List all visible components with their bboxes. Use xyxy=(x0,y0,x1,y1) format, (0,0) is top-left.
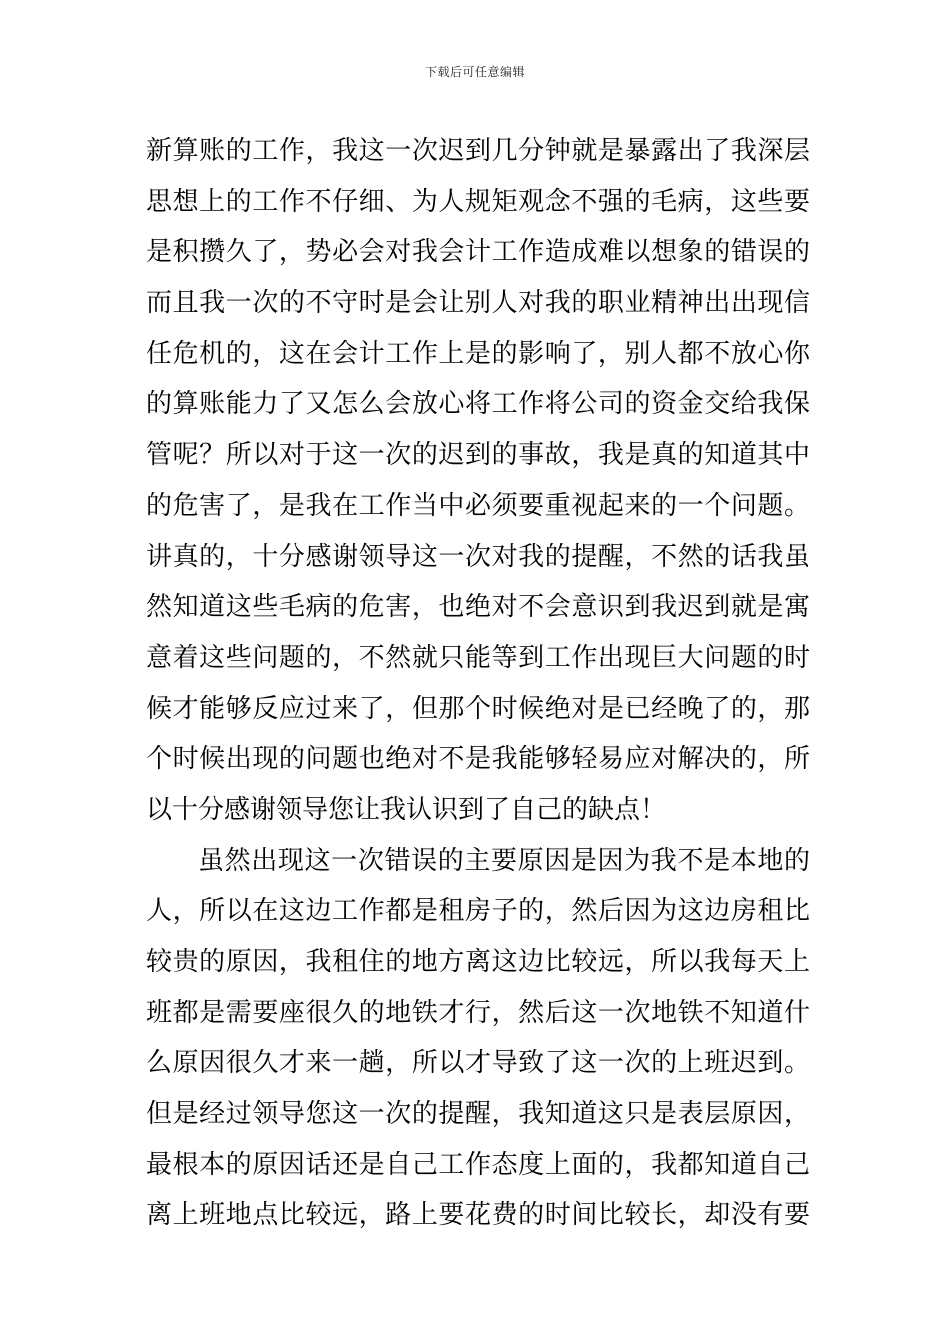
text-line: 以十分感谢领导您让我认识到了自己的缺点！ xyxy=(146,794,667,825)
text-line: 人，所以在这边工作都是租房子的，然后因为这边房租比 xyxy=(146,896,810,927)
text-line: 班都是需要座很久的地铁才行，然后这一次地铁不知道什 xyxy=(146,997,810,1028)
text-line: 而且我一次的不守时是会让别人对我的职业精神出出现信 xyxy=(146,288,810,319)
text-line: 最根本的原因话还是自己工作态度上面的，我都知道自己 xyxy=(146,1149,810,1180)
text-line: 虽然出现这一次错误的主要原因是因为我不是本地的 xyxy=(198,845,810,876)
text-line: 然知道这些毛病的危害，也绝对不会意识到我迟到就是寓 xyxy=(146,592,810,623)
text-line: 较贵的原因，我租住的地方离这边比较远，所以我每天上 xyxy=(146,947,810,977)
body-text xyxy=(146,126,810,1241)
text-line: 离上班地点比较远，路上要花费的时间比较长，却没有要 xyxy=(146,1200,810,1231)
text-line: 的危害了，是我在工作当中必须要重视起来的一个问题。 xyxy=(146,490,810,521)
text-line: 意着这些问题的，不然就只能等到工作出现巨大问题的时 xyxy=(146,642,810,673)
text-line: 的算账能力了又怎么会放心将工作将公司的资金交给我保 xyxy=(146,389,810,420)
text-line: 么原因很久才来一趟，所以才导致了这一次的上班迟到。 xyxy=(146,1048,810,1079)
text-line: 管呢？所以对于这一次的迟到的事故，我是真的知道其中 xyxy=(146,440,810,471)
text-line: 讲真的，十分感谢领导这一次对我的提醒，不然的话我虽 xyxy=(146,541,810,572)
text-line: 任危机的，这在会计工作上是的影响了，别人都不放心你 xyxy=(146,338,810,369)
text-line: 是积攒久了，势必会对我会计工作造成难以想象的错误的 xyxy=(146,237,810,268)
text-line: 但是经过领导您这一次的提醒，我知道这只是表层原因， xyxy=(146,1099,810,1130)
page-header: 下载后可任意编辑 xyxy=(424,65,525,79)
text-line: 个时候出现的问题也绝对不是我能够轻易应对解决的，所 xyxy=(146,744,810,775)
text-line: 思想上的工作不仔细、为人规矩观念不强的毛病，这些要 xyxy=(146,186,810,217)
text-line: 候才能够反应过来了，但那个时候绝对是已经晚了的，那 xyxy=(146,693,810,724)
text-line: 新算账的工作，我这一次迟到几分钟就是暴露出了我深层 xyxy=(146,136,810,166)
